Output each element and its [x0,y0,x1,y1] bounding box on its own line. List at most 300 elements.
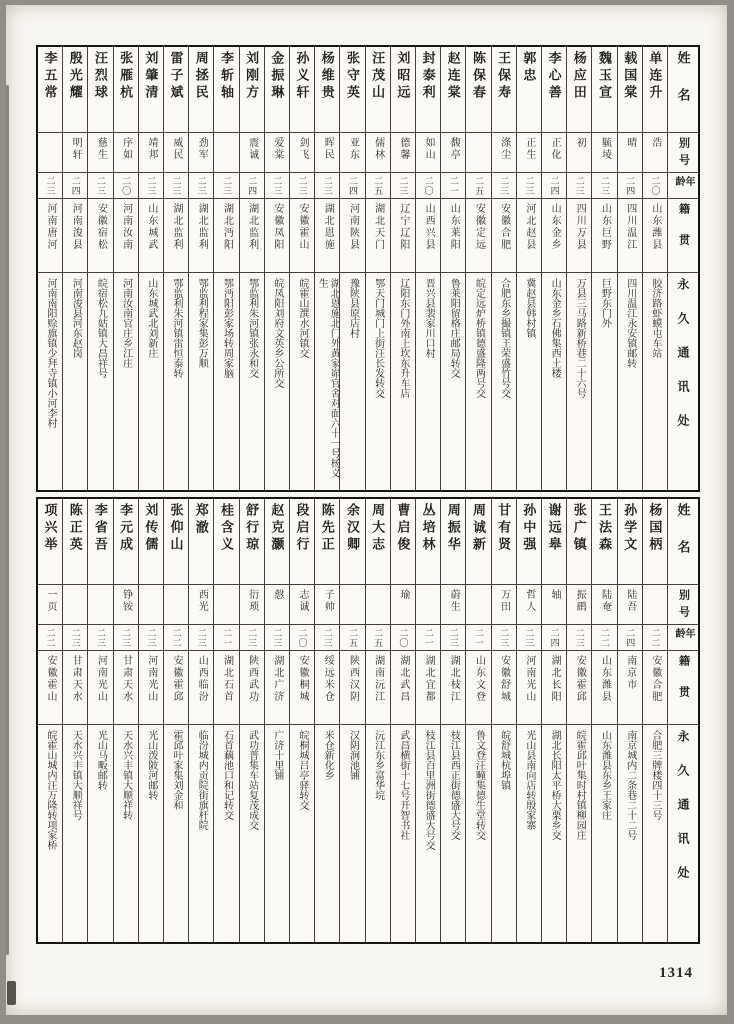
entry-native: 四川温江 [624,203,636,251]
entry-address-cell [391,273,415,490]
entry-address-cell [63,273,87,490]
register-entry-column [87,47,112,490]
entry-native: 安徽定远 [473,203,485,251]
entry-native-cell [265,651,289,725]
entry-native: 湖北监利 [246,203,258,251]
entry-age: 二四 [549,176,560,196]
entry-native: 安徽合肥 [649,655,661,703]
entry-native: 河南光山 [95,655,107,703]
entry-name-cell [567,499,591,585]
entry-name: 殷光耀 [67,51,83,102]
entry-alias: 子帅 [322,589,334,613]
entry-name: 桂含义 [218,503,234,554]
entry-native: 湖北监利 [196,203,208,251]
entry-native: 河南光山 [145,655,157,703]
entry-name: 段启行 [294,503,310,554]
entry-name: 刘传儒 [143,503,159,554]
register-entry-column [314,47,339,490]
entry-alias: 晖民 [322,137,334,161]
entry-name-cell [240,47,264,133]
entry-address-cell [214,725,238,942]
entry-alias-cell [492,133,516,173]
entry-age-cell [38,625,62,651]
entry-alias-cell [88,133,112,173]
entry-alias-cell [441,133,465,173]
entry-address: 天水兴丰镇大顺祥号 [70,730,82,820]
entry-address-cell [517,725,541,942]
header-age-label: 年龄 [673,176,694,188]
entry-alias-cell [340,585,364,625]
entry-address-cell [517,273,541,490]
entry-age-cell [618,625,642,651]
scan-smudge-artifact [7,981,16,1005]
entry-name-cell [38,47,62,133]
entry-alias-cell [38,133,62,173]
register-entry-column [440,47,465,490]
entry-age-cell [441,625,465,651]
entry-age: 二三 [95,628,106,648]
entry-age-cell [315,173,339,199]
entry-alias: 哲人 [523,589,535,613]
entry-native-cell [88,651,112,725]
entry-name: 谢远皋 [546,503,562,554]
entry-age-cell [643,625,667,651]
entry-address-cell [114,273,138,490]
entry-age-cell [139,625,163,651]
entry-address-cell [542,725,566,942]
entry-age: 二三 [524,628,535,648]
entry-address: 皖霍邱叶集时村镇柳园庄 [574,730,586,840]
entry-age-cell [542,173,566,199]
entry-name: 王法森 [596,503,612,554]
register-header-column [667,499,698,942]
entry-alias: 志诚 [297,589,309,613]
entry-alias-cell [114,133,138,173]
register-entry-column [491,47,516,490]
entry-age: 二一 [221,628,232,648]
entry-alias-cell [391,585,415,625]
entry-age-cell [214,625,238,651]
entry-age: 二三 [524,176,535,196]
register-entry-column [213,499,238,942]
header-address-cell [668,725,698,942]
entry-native: 山东莱阳 [448,203,460,251]
entry-age-cell [290,173,314,199]
entry-name: 周拯民 [193,51,209,102]
entry-alias-cell [391,133,415,173]
entry-age: 二三 [297,176,308,196]
entry-native-cell [214,199,238,273]
entry-native: 山东文登 [473,655,485,703]
entry-name: 曹启俊 [395,503,411,554]
entry-alias: 涤尘 [498,137,510,161]
register-entry-column [163,47,188,490]
entry-alias: 轴 [549,589,561,601]
entry-native-cell [366,651,390,725]
entry-address: 河南汝南官庄乡江庄 [120,278,132,368]
entry-alias-cell [517,585,541,625]
entry-alias-cell [517,133,541,173]
entry-alias-cell [643,585,667,625]
entry-name-cell [643,499,667,585]
entry-address-cell [618,725,642,942]
entry-alias-cell [189,585,213,625]
entry-name-cell [38,499,62,585]
entry-age: 二五 [373,176,384,196]
register-entry-column [62,47,87,490]
entry-native: 陕西汉阴 [347,655,359,703]
entry-age-cell [416,625,440,651]
entry-native-cell [441,651,465,725]
entry-age-cell [290,625,314,651]
register-entry-column [314,499,339,942]
entry-name: 周大志 [370,503,386,554]
entry-native-cell [88,199,112,273]
entry-native-cell [542,651,566,725]
entry-native-cell [391,651,415,725]
entry-address: 皖凤阳刘府文英乡公所交 [271,278,283,388]
entry-address: 武昌横街十七号开智书社 [397,730,409,840]
entry-address-cell [290,273,314,490]
entry-native: 安徽霍山 [45,655,57,703]
entry-age-cell [567,173,591,199]
header-address-label: 永久通讯处 [676,730,690,900]
entry-address-cell [441,273,465,490]
header-age-cell [668,625,698,651]
entry-age-cell [592,173,616,199]
entry-native-cell [517,651,541,725]
entry-age: 二三 [146,628,157,648]
entry-name: 孙学文 [622,503,638,554]
header-alias-label: 别号 [677,137,690,171]
entry-address: 沅江东乡富华垸 [372,730,384,800]
entry-native-cell [214,651,238,725]
entry-name: 载国棠 [622,51,638,102]
entry-age: 二〇 [297,628,308,648]
entry-alias-cell [290,585,314,625]
entry-age: 二二 [171,628,182,648]
entry-alias-cell [214,585,238,625]
entry-native: 湖北宜都 [423,655,435,703]
entry-name-cell [592,499,616,585]
entry-alias-cell [315,585,339,625]
entry-age: 二三 [95,176,106,196]
entry-age: 二三 [45,176,56,196]
register-entry-column [390,499,415,942]
entry-age-cell [366,173,390,199]
entry-age: 二四 [347,176,358,196]
entry-address-cell [466,725,490,942]
entry-alias-cell [466,585,490,625]
entry-address-cell [592,273,616,490]
entry-alias: 初 [574,137,586,149]
entry-name: 陈先正 [319,503,335,554]
entry-address-cell [38,725,62,942]
entry-name-cell [542,499,566,585]
register-entry-column [239,499,264,942]
entry-age: 二〇 [650,176,661,196]
entry-address-cell [88,273,112,490]
entry-age-cell [214,173,238,199]
entry-alias-cell [240,133,264,173]
entry-native-cell [592,199,616,273]
entry-native: 山西临汾 [196,655,208,703]
entry-native-cell [189,651,213,725]
header-name-cell [668,499,698,585]
entry-name: 陈保春 [470,51,486,102]
entry-native: 甘肃天水 [70,655,82,703]
entry-address: 鲁莱阳留格庄邮局转交 [448,278,460,378]
entry-address: 山东金乡石佛集西土楼 [549,278,561,378]
entry-native: 山西兴县 [423,203,435,251]
entry-native-cell [643,651,667,725]
entry-native: 安徽宿松 [95,203,107,251]
entry-age-cell [441,173,465,199]
entry-age: 二三 [448,628,459,648]
entry-name: 刘肇清 [143,51,159,102]
entry-age-cell [88,173,112,199]
entry-address-cell [416,273,440,490]
register-tables [36,45,700,944]
header-name-label: 姓名 [675,503,691,577]
entry-native-cell [290,199,314,273]
entry-name: 周诚新 [470,503,486,554]
entry-address: 广济十里铺 [271,730,283,780]
entry-alias-cell [240,585,264,625]
entry-address: 四川温江永安镇邮转 [624,278,636,368]
entry-alias-cell [265,133,289,173]
entry-native: 南京市 [624,655,636,691]
entry-alias: 儒林 [372,137,384,161]
entry-native-cell [240,199,264,273]
header-name-label: 姓名 [675,51,691,125]
entry-address: 晋兴县裴家川口村 [423,278,435,358]
entry-alias: 劲军 [196,137,208,161]
entry-alias-cell [214,133,238,173]
entry-address: 湖北恩施北门外黄家峁官舍对面六十一号杨义生 [316,278,340,478]
entry-address-cell [366,725,390,942]
entry-address: 汉阴涧池铺 [347,730,359,780]
entry-alias-cell [542,133,566,173]
entry-native-cell [164,651,188,725]
entry-address: 山东潍县东乡王家庄 [599,730,611,820]
register-entry-column [289,499,314,942]
entry-native: 湖北监利 [171,203,183,251]
entry-age: 二三 [196,176,207,196]
entry-name: 杨国柄 [647,503,663,554]
entry-address: 石首藕池口和记转交 [221,730,233,820]
entry-address-cell [618,273,642,490]
entry-age-cell [492,173,516,199]
scanned-page [6,5,727,1015]
entry-native: 山东潍县 [649,203,661,251]
header-alias-cell [668,133,698,173]
entry-address: 南京城内二条巷二十二号 [624,730,636,840]
entry-name: 李斩轴 [218,51,234,102]
entry-alias: 亚东 [347,137,359,161]
entry-age: 二〇 [398,628,409,648]
entry-age: 二三 [574,628,585,648]
entry-native-cell [63,651,87,725]
entry-address-cell [542,273,566,490]
entry-age-cell [340,173,364,199]
header-alias-cell [668,585,698,625]
entry-native: 安徽桐城 [297,655,309,703]
entry-alias-cell [592,585,616,625]
entry-age-cell [492,625,516,651]
entry-native-cell [340,651,364,725]
entry-address: 河南南阳赊旗镇少拜寺镇小河李村 [45,278,57,428]
entry-name-cell [592,47,616,133]
entry-address-cell [492,273,516,490]
entry-native-cell [189,199,213,273]
entry-alias-cell [567,133,591,173]
entry-native-cell [492,199,516,273]
entry-name: 雷子斌 [168,51,184,102]
entry-native-cell [366,199,390,273]
entry-name-cell [391,47,415,133]
entry-address-cell [466,273,490,490]
entry-age-cell [618,173,642,199]
header-name-cell [668,47,698,133]
entry-native: 绥远米仓 [322,655,334,703]
entry-name-cell [517,499,541,585]
entry-address: 皖定远炉桥镇德盛隆两号交 [473,278,485,398]
entry-address: 光山泼陂河邮转 [145,730,157,800]
entry-address-cell [189,273,213,490]
entry-age-cell [38,173,62,199]
register-entry-column [264,47,289,490]
entry-name: 封泰利 [420,51,436,102]
header-native-label: 籍贯 [677,655,690,717]
entry-age: 二二 [599,628,610,648]
entry-age: 二〇 [121,176,132,196]
entry-name-cell [618,499,642,585]
entry-native: 河南唐河 [45,203,57,251]
register-entry-column [465,47,490,490]
header-native-label: 籍贯 [677,203,690,265]
entry-alias: 震诚 [246,137,258,161]
entry-age: 二三 [499,176,510,196]
entry-name-cell [139,47,163,133]
entry-name: 赵克灏 [269,503,285,554]
entry-name-cell [164,47,188,133]
entry-name-cell [63,47,87,133]
entry-age: 二三 [272,176,283,196]
register-entry-column [138,499,163,942]
entry-address-cell [366,273,390,490]
entry-address-cell [114,725,138,942]
entry-address-cell [643,273,667,490]
entry-address: 米仓新化乡 [322,730,334,780]
entry-alias-cell [290,133,314,173]
entry-name-cell [315,47,339,133]
register-entry-column [415,499,440,942]
entry-alias: 振鹛 [574,589,586,613]
entry-address: 霍邱叶家集刘金和 [171,730,183,810]
entry-alias: 万田 [498,589,510,613]
entry-native-cell [416,651,440,725]
entry-address: 山东城武北刘新庄 [145,278,157,358]
register-entry-column [339,47,364,490]
entry-address-cell [643,725,667,942]
entry-native-cell [592,651,616,725]
entry-name-cell [290,47,314,133]
register-entry-column [491,499,516,942]
entry-address-cell [88,725,112,942]
entry-age: 二三 [599,176,610,196]
entry-native: 湖北广济 [271,655,283,703]
entry-age: 二三 [121,628,132,648]
entry-alias: 剑飞 [297,137,309,161]
entry-name-cell [114,47,138,133]
entry-address-cell [265,273,289,490]
entry-native-cell [38,199,62,273]
entry-alias-cell [189,133,213,173]
entry-name: 孙义轩 [294,51,310,102]
entry-name: 刘昭远 [395,51,411,102]
entry-native: 湖北沔阳 [221,203,233,251]
entry-address-cell [63,725,87,942]
entry-age: 二三 [398,176,409,196]
entry-address-cell [441,725,465,942]
entry-age: 二三 [221,176,232,196]
entry-native: 湖北石首 [221,655,233,703]
entry-name: 刘刚方 [244,51,260,102]
entry-name-cell [466,47,490,133]
entry-alias-cell [114,585,138,625]
entry-native-cell [618,199,642,273]
entry-name-cell [391,499,415,585]
entry-address-cell [164,273,188,490]
entry-alias: 正化 [549,137,561,161]
register-entry-column [289,47,314,490]
entry-alias: 序如 [120,137,132,161]
entry-name: 单连升 [647,51,663,102]
entry-alias: 毓堎 [599,137,611,161]
entry-address: 万县三马路新桥巷二十六号 [574,278,586,398]
entry-alias-cell [492,585,516,625]
entry-native: 山东金乡 [549,203,561,251]
entry-address: 鄂沔阳彭家场转周家脑 [221,278,233,378]
entry-native: 湖北武昌 [397,655,409,703]
entry-age: 二三 [272,628,283,648]
entry-name: 李省吾 [92,503,108,554]
entry-alias: 慤 [271,589,283,601]
entry-address: 辽阳东门外南上坎东升车店 [397,278,409,398]
entry-alias: 馥亭 [448,137,460,161]
entry-address-cell [315,273,339,490]
entry-alias: 明轩 [70,137,82,161]
entry-name-cell [643,47,667,133]
register-entry-column [365,499,390,942]
entry-native: 河北赵县 [523,203,535,251]
entry-alias-cell [265,585,289,625]
entry-address: 河南浚县河东赵岗 [70,278,82,358]
entry-native: 湖北恩施 [322,203,334,251]
entry-age: 二三 [322,628,333,648]
entry-native-cell [290,651,314,725]
entry-address-cell [567,273,591,490]
entry-alias: 靖邦 [145,137,157,161]
entry-alias-cell [164,133,188,173]
entry-native: 河南汝南 [120,203,132,251]
entry-age-cell [240,625,264,651]
entry-name: 余汉卿 [344,503,360,554]
entry-address: 豫陕县原店村 [347,278,359,338]
entry-native-cell [114,651,138,725]
entry-address: 皖桐城吕亭驿转交 [297,730,309,810]
